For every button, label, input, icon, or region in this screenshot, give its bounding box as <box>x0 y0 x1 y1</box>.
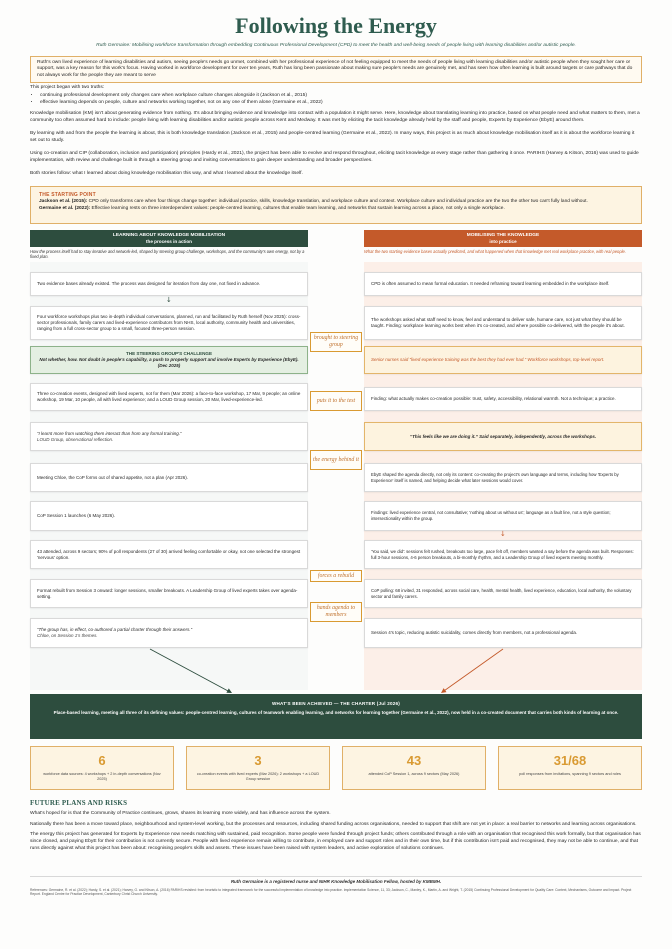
stat-label: attended CoP Session 1, across 9 sectors (May 2026) <box>368 772 460 776</box>
stat-card <box>186 746 330 790</box>
finding-text: The workshops asked what staff need to know, feel and understand to deliver safe, humane care, not just what they should be taught. Finding: workplace learning works best when it's co-created, and where possible co-delivered, with the people it's about. <box>371 317 625 328</box>
citation: Germaine et al. (2022): <box>39 205 91 211</box>
right-column-caption: What the two starting evidence bases actually predicted, and what happened when that knowledge met real workplace practice, with real people. <box>364 249 626 254</box>
poster-subtitle: Ruth Germaine: Mobilising workforce transformation through embedding Continuous Professional Development (CPD) to meet the health and well-being needs of people living with learning disabilities and/or autistic people. <box>96 43 576 48</box>
connector-label <box>310 602 362 622</box>
finding-text: EbyE shaped the agenda directly, not only its content: co-creating the project's own language and terms, including how 'Experts by Experience' itself is named, and helping decide what later sessions would cover. <box>371 471 619 483</box>
references: References: Germaine, R. et al. (2022); Hardy, S. et al. (2021); Harvey, G. and Kitson, A. (2016) PARIHS revisited: from heuristic to integrated framework for the successful implementation of knowledge into practice. Implementation Science, 11, 33; Jackson, C., Manley, K., Martin, A. and Wright, T. (2015) Continuing Professional Development for Quality Care: Context, Mechanisms, Outcome and Impact. Project Report. England Centre for Practice Development, Canterbury Christ Church University. <box>30 888 632 897</box>
step-text: Format rebuilt from Session 3 onward: longer sessions, smaller breakouts. A Leadership Group of lived experts takes over agenda-setting. <box>37 587 298 599</box>
quote-attribution: LOUD Group, observational reflection. <box>37 436 114 442</box>
left-quote-card <box>30 422 308 451</box>
left-step-card <box>30 579 308 608</box>
left-step-card <box>30 383 308 411</box>
starting-point-text: CPD only transforms care when four things change together: individual practice, skills, knowledge translation, and workplace culture and context. Workplace culture and individual practice are the two the other two can't fully land without. <box>88 199 588 204</box>
connector-label <box>310 450 362 470</box>
step-text: Four workforce workshops plus two in-depth individual conversations, planned, run and facilitated by Ruth herself (Nov 2025): cross-sector professionals, family carers and lived-experience contributors from NHS, local authority, community health and universities, ranging from a full cross-sector group to a small, focused three-person session. <box>37 314 301 331</box>
step-text: Three co-creation events, designed with lived experts, not for them (Mar 2026): a face-to-face workshop, 17 Mar, 9 people; an online workshop, 19 Mar, 10 people, all with lived experience; and a LOUD Group session, 20 Mar, lived-experience-led. <box>37 391 301 402</box>
step-text: CoP Session 1 launches (6 May 2026). <box>37 513 115 518</box>
connector-text: puts it to the test <box>316 397 356 404</box>
truth-item: • effective learning depends on people, culture and networks working together, not on any one of them alone (Germaine et al., 2022) <box>40 99 642 106</box>
left-step-card <box>30 501 308 531</box>
step-text: Two evidence bases already existed. The process was designed for iteration from day one, not fixed in advance. <box>37 281 261 286</box>
intro-body <box>30 84 642 183</box>
charter-heading: WHAT'S BEEN ACHIEVED — THE CHARTER (Jul 2026) <box>271 701 400 706</box>
left-step-card <box>30 272 308 296</box>
starting-point-heading: THE STARTING POINT <box>39 192 96 198</box>
steering-content <box>37 351 301 370</box>
stat-value: 31/68 <box>553 753 587 768</box>
footer-divider <box>30 876 642 877</box>
body-paragraph: Both stories follow: what I learned about doing knowledge mobilisation this way, and what I learned about the knowledge itself. <box>30 171 303 176</box>
down-arrow-icon: ↓ <box>166 296 172 304</box>
future-paragraph: The energy this project has generated for Experts by Experience now needs matching with sustained, paid recognition. Some people were funded through project funds; others contributed through a role with an organisation that recognised this work formally, but that organisation has since closed, and paying EbyE for their contribution is not currently secure. People with lived experience remain willing to contribute, in employed care and support roles and in their own time, but if this contribution isn't paid and recognised, they may not be able to continue, and that runs directly against what this project has been about: recognising people's skills and assets. These issues have been raised with system leaders, and active exploration of solutions continues. <box>30 832 641 851</box>
body-paragraph: Knowledge mobilisation (KM) isn't about generating evidence from nothing. It's about bringing evidence and knowledge into contact with a population it might serve. Here, knowledge about translating learning into practice, based on what people need and what matters to them, met a community too often assumed hard to include: people living with learning disabilities and/or autistic people across Kent and Medway. It was met by eliciting the tacit knowledge already held by the staff and people, Experts by Experience (EbyE) around them. <box>30 111 640 123</box>
finding-text: Finding: what actually makes co-creation possible: trust, safety, accessibility, relational warmth. Not a technique; a practice. <box>371 396 616 401</box>
left-column-subheading: the process in action <box>146 238 192 244</box>
step-text: Meeting Chloe, the CoP forms out of shared appetite, not a plan (Apr 2026). <box>37 474 189 480</box>
stat-card <box>342 746 486 790</box>
stat-value: 3 <box>254 753 262 768</box>
stat-label: co-creation events with lived experts (Mar 2026): 2 workshops + a LOUD Group session <box>196 772 320 781</box>
body-paragraph: By learning with and from the people the learning is about, this is both knowledge translation (Jackson et al., 2015) and people-centred learning (Germaine et al., 2022). In many ways, this project is as much about knowledge mobilisation itself as it is about the workforce learning it set out to study. <box>30 131 635 143</box>
starting-point-text: Effective learning rests on three interdependent values: people-centred learning, cultures that enable team learning, and networks that sustain learning across a place, not only a single workplace. <box>91 205 505 211</box>
starting-point-box <box>30 186 642 224</box>
connector-label <box>310 332 362 352</box>
right-quote-card <box>364 346 642 374</box>
finding-text: CPD is often assumed to mean formal education. It needed reframing toward learning embedded in the workplace itself. <box>371 281 610 286</box>
quote-content <box>371 434 635 440</box>
starting-point-item <box>39 206 633 213</box>
stat-value: 6 <box>98 753 106 768</box>
right-finding-card <box>364 272 642 296</box>
quote-text: Senior nurses said “lived experience training was the best they had ever had.” <box>371 357 527 362</box>
future-paragraph: Nationally there has been a move toward place, neighbourhood and system-level working, but the processes and resources, including shared funding across organisations, needed to support that shift are not yet in place: a real barrier to networks and learning across organisations. <box>30 821 637 827</box>
right-finding-card <box>364 463 642 492</box>
right-finding-card <box>364 387 642 411</box>
left-step-card <box>30 540 308 569</box>
finding-text: Findings: lived experience central, not consultative; 'nothing about us without us'; language as a fault line, not a style question; intersectionality within the group. <box>371 510 611 521</box>
quote-attribution: Workforce workshops, top-level report. <box>527 357 605 362</box>
right-finding-card <box>364 501 642 531</box>
right-finding-card <box>364 306 642 340</box>
right-column-header <box>364 230 642 247</box>
stat-value: 43 <box>406 753 422 768</box>
future-section <box>30 810 642 856</box>
quote-content <box>371 357 635 363</box>
connector-text: the energy behind it <box>313 456 359 463</box>
truths-list <box>40 92 642 106</box>
quote-text: “The group has, in effect, co-authored a partial charter through their answers.” <box>37 627 193 632</box>
quote-text: “I learnt more from watching them interact than from any formal training.” <box>37 430 182 436</box>
left-column-header <box>30 230 308 247</box>
steering-heading: THE STEERING GROUP'S CHALLENGE <box>125 350 213 356</box>
steering-group-challenge-card <box>30 346 308 374</box>
quote-content <box>37 431 301 443</box>
finding-text: 'You said, we did': sessions felt rushed, breakouts too large, pace felt off, members wanted a say before the agenda was built. Responses: full 3-hour sessions, 4-6 person breakouts, a bi-monthly rhythm, and a Leadership Group of lived experts meeting monthly. <box>371 548 634 560</box>
right-finding-card <box>364 579 642 608</box>
stat-label: workforce data sources: 4 workshops + 2 in-depth conversations (Nov 2025) <box>43 772 161 781</box>
connector-text: brought to steering group <box>313 335 359 348</box>
intro-text: Ruth's own lived experience of learning disabilities and autism, seeing people's needs go unmet, combined with her professional experience of not feeling equipped to meet the needs of people living with learning disabilities and/or autistic people when they sought her care or support, was a key reason for this work's focus. Having worked in workforce development for over ten years, Ruth has long been passionate about making sure people's needs are genuinely met, and has seen how often learning is built around targets or care pathways that do not always work for the people they are meant to serve <box>37 59 633 78</box>
quote-attribution: Chloe, on Session 1's themes. <box>37 633 98 638</box>
truths-lead: This project began with two truths: <box>30 85 105 90</box>
connector-text: forces a rebuild <box>317 572 355 579</box>
stat-label: poll responses from invitations, spanning 9 sectors and roles <box>519 772 621 776</box>
step-text: 43 attended, across 9 sectors; 90% of poll respondents (27 of 30) arrived feeling comfortable or okay, not one selected the strongest 'nervous' option. <box>37 548 301 560</box>
right-finding-card <box>364 618 642 648</box>
citation: Jackson et al. (2015): <box>39 199 88 204</box>
left-quote-card <box>30 618 308 648</box>
right-finding-card <box>364 540 642 569</box>
body-paragraph: Using co-creation and CIP (collaboration, inclusion and participation) principles (Hardy et al., 2021), the project has been able to evolve and respond throughout, eliciting tacit knowledge at every stage rather than gathering it once. PARIHS (Harvey & Kitson, 2016) was used to guide implementation, with review and challenge built in through a steering group and inviting conversations to gain deeper understanding and broader perspectives. <box>30 151 639 163</box>
connector-label <box>310 391 362 411</box>
quote-attribution: Said separately, independently, across the workshops. <box>479 433 597 439</box>
steering-text: Not whether, how. Not doubt in people's capability, a push to properly support and involve Experts by Experience (EbyE). (Dec 2025) <box>39 357 299 369</box>
down-arrow-icon: ↓ <box>500 530 506 538</box>
truth-item: • continuing professional development only changes care when workplace culture changes alongside it (Jackson et al., 2015) <box>40 92 642 99</box>
future-paragraph: What's hoped for is that the Community of Practice continues, grows, shares its learning more widely, and has influence across the system. <box>30 811 331 816</box>
finding-text: Session 4's topic, reducing autistic suicidality, comes directly from members, not a professional agenda. <box>371 630 578 635</box>
charter-banner <box>30 694 642 739</box>
stat-card <box>498 746 642 790</box>
left-step-card <box>30 306 308 340</box>
author-footer: Ruth Germaine is a registered nurse and NIHR Knowledge Mobilisation Fellow, hosted by KMBMH. <box>230 879 442 884</box>
quote-content <box>37 627 301 639</box>
poster-title: Following the Energy <box>235 13 437 38</box>
connector-label <box>310 570 362 582</box>
quote-text: “This feels like we are doing it.” <box>409 433 478 439</box>
intro-box <box>30 56 642 83</box>
finding-text: CoP polling: 68 invited, 31 responded, across social care, health, mental health, lived experience, education, local authority, the voluntary sector and family carers. <box>371 587 632 599</box>
starting-point-item <box>39 199 633 206</box>
stat-card <box>30 746 174 790</box>
right-quote-card <box>364 422 642 451</box>
charter-text: Place-based learning, meeting all three of its defining values: people-centred learning, cultures of teamwork enabling learning, and networks for learning together (Germaine et al., 2022), now held in a co-created document that carries both kinds of learning at once. <box>53 710 619 715</box>
left-step-card <box>30 463 308 492</box>
future-heading: FUTURE PLANS AND RISKS <box>30 799 128 807</box>
left-column-heading: LEARNING ABOUT KNOWLEDGE MOBILISATION <box>112 232 226 238</box>
right-column-subheading: into practice <box>489 238 517 244</box>
left-column-caption: How the process itself had to stay iterative and network-led, shaped by steering group challenge, workshops, and the community's own energy, not by a fixed plan. <box>30 249 305 260</box>
connector-text: hands agenda to members <box>316 605 356 618</box>
right-column-heading: MOBILISING THE KNOWLEDGE <box>466 232 540 238</box>
